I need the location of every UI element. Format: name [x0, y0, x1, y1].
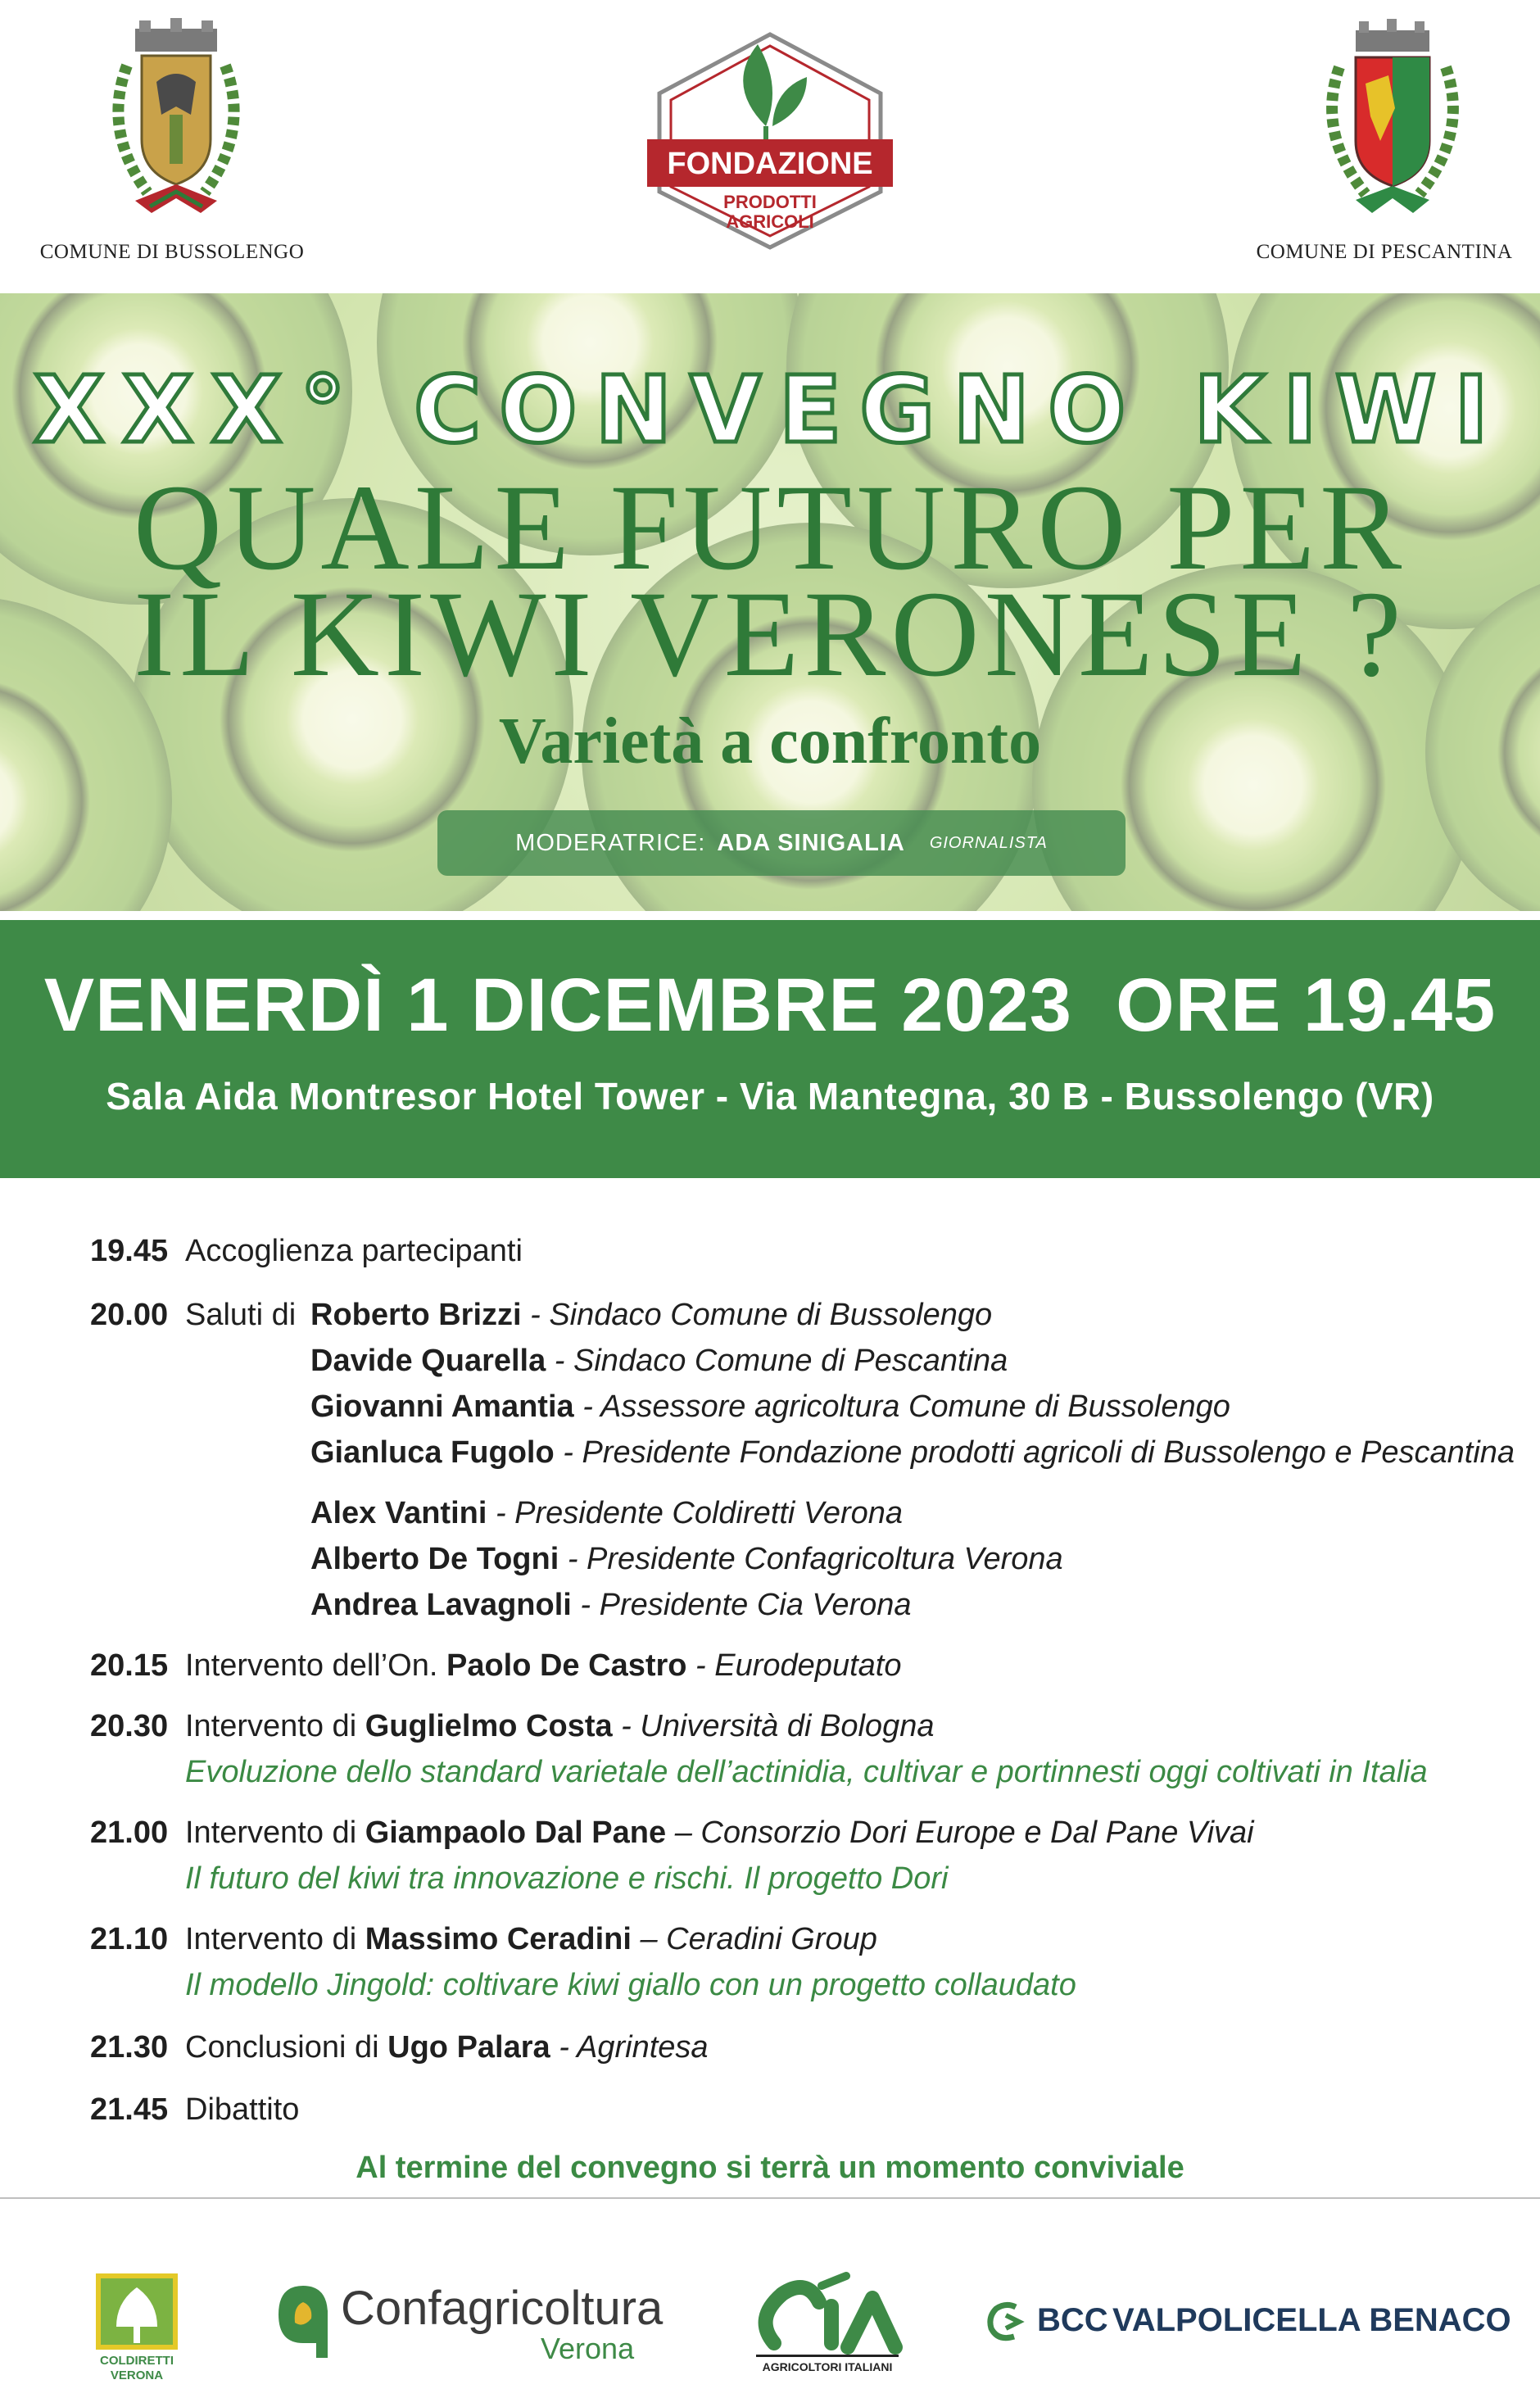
coldiretti-line1: COLDIRETTI — [100, 2354, 174, 2368]
agenda-prefix: Conclusioni di — [185, 2030, 388, 2065]
speaker-role: - Agrintesa — [550, 2030, 709, 2065]
cia-logo-icon — [750, 2269, 905, 2376]
bcc-logo — [983, 2294, 1511, 2351]
confagricoltura-name: Confagricoltura — [341, 2282, 664, 2335]
speaker-name: Massimo Ceradini — [365, 1922, 632, 1956]
speaker-role: - Eurodeputato — [686, 1648, 902, 1683]
speaker-row — [310, 1435, 1515, 1471]
cia-tagline: AGRICOLTORI ITALIANI — [762, 2360, 893, 2373]
fondazione-logo-icon — [643, 28, 897, 253]
agenda-2145: Dibattito — [185, 2092, 300, 2127]
time-2110: 21.10 — [90, 1922, 169, 1956]
talk-topic: Evoluzione dello standard varietale dell’actinidia, cultivar e portinnesti oggi coltivati in Italia — [185, 1755, 1428, 1789]
kiwi-banner — [0, 293, 1540, 911]
speaker-name: Gianluca Fugolo — [310, 1435, 555, 1470]
speaker-role: - Sindaco Comune di Pescantina — [546, 1344, 1008, 1378]
talk-topic: Il modello Jingold: coltivare kiwi giallo con un progetto collaudato — [185, 1968, 1076, 2002]
agenda-2130 — [185, 2030, 709, 2065]
event-venue: Sala Aida Montresor Hotel Tower - Via Mantegna, 30 B - Bussolengo (VR) — [106, 1075, 1434, 1117]
speaker-name: Guglielmo Costa — [365, 1709, 613, 1743]
speaker-role: – Ceradini Group — [631, 1922, 877, 1956]
event-date: VENERDÌ 1 DICEMBRE 2023 ORE 19.45 — [43, 963, 1497, 1047]
agenda-prefix: Intervento dell’On. — [185, 1648, 446, 1683]
time-2100: 21.00 — [90, 1815, 169, 1850]
time-2145: 21.45 — [90, 2092, 169, 2127]
speaker-role: – Consorzio Dori Europe e Dal Pane Vivai — [666, 1815, 1254, 1850]
speaker-role: - Presidente Confagricoltura Verona — [559, 1542, 1063, 1576]
bcc-name: VALPOLICELLA BENACO — [1112, 2302, 1511, 2338]
speaker-name: Giampaolo Dal Pane — [365, 1815, 667, 1850]
question-line-2: IL KIWI VERONESE ? — [134, 566, 1406, 702]
time-2000: 20.00 — [90, 1298, 169, 1332]
speaker-row — [310, 1298, 992, 1333]
fondazione-line1: PRODOTTI — [723, 192, 817, 212]
agenda-2015 — [185, 1648, 901, 1684]
agenda-2110 — [185, 1922, 877, 1957]
speaker-row — [310, 1542, 1063, 1577]
moderator-role: GIORNALISTA — [929, 833, 1048, 852]
bussolengo-caption: COMUNE DI BUSSOLENGO — [39, 241, 305, 263]
speaker-role: - Università di Bologna — [612, 1709, 935, 1743]
speaker-role: - Presidente Coldiretti Verona — [487, 1496, 904, 1530]
agenda-prefix: Intervento di — [185, 1922, 365, 1956]
agenda-prefix: Intervento di — [185, 1709, 365, 1743]
saluti-label: Saluti di — [185, 1298, 297, 1332]
speaker-role: - Presidente Fondazione prodotti agricoli di Bussolengo e Pescantina — [554, 1435, 1515, 1470]
fondazione-line2: AGRICOLI — [726, 211, 814, 232]
bcc-mark-icon — [983, 2299, 1029, 2345]
fondazione-word: FONDAZIONE — [667, 147, 873, 181]
pescantina-crest-icon — [1298, 18, 1487, 238]
speaker-name: Andrea Lavagnoli — [310, 1588, 572, 1622]
agenda-1945: Accoglienza partecipanti — [185, 1234, 523, 1268]
speaker-name: Giovanni Amantia — [310, 1389, 574, 1424]
speaker-name: Roberto Brizzi — [310, 1298, 522, 1332]
agenda-2030 — [185, 1709, 934, 1744]
time-2130: 21.30 — [90, 2030, 169, 2065]
bussolengo-crest — [78, 16, 274, 238]
moderator-pill — [437, 810, 1126, 876]
coldiretti-logo — [92, 2269, 182, 2384]
speaker-row — [310, 1588, 912, 1623]
speaker-name: Alberto De Togni — [310, 1542, 559, 1576]
speaker-role: - Assessore agricoltura Comune di Bussolengo — [573, 1389, 1230, 1424]
closing-note: Al termine del convegno si terrà un momento conviviale — [356, 2151, 1184, 2185]
cia-logo — [750, 2269, 905, 2376]
agenda-2100 — [185, 1815, 1254, 1851]
speaker-name: Davide Quarella — [310, 1344, 546, 1378]
bussolengo-crest-icon — [78, 16, 274, 238]
pescantina-caption: COMUNE DI PESCANTINA — [1256, 241, 1513, 263]
divider — [0, 2197, 1540, 2199]
speaker-name: Paolo De Castro — [446, 1648, 687, 1683]
speaker-name: Alex Vantini — [310, 1496, 487, 1530]
time-1945: 19.45 — [90, 1234, 169, 1268]
speaker-row — [310, 1496, 903, 1531]
speaker-row — [310, 1389, 1230, 1425]
speaker-role: - Presidente Cia Verona — [571, 1588, 912, 1622]
bcc-label: BCC — [1037, 2302, 1108, 2338]
subtitle: Varietà a confronto — [498, 705, 1042, 777]
talk-topic: Il futuro del kiwi tra innovazione e rischi. Il progetto Dori — [185, 1861, 949, 1896]
fondazione-logo — [643, 28, 897, 253]
convegno-title: XXX° CONVEGNO KIWI — [34, 357, 1506, 464]
confagricoltura-mark-icon — [270, 2278, 336, 2359]
event-band — [0, 920, 1540, 1178]
speaker-name: Ugo Palara — [387, 2030, 550, 2065]
coldiretti-line2: VERONA — [110, 2368, 164, 2382]
pescantina-crest — [1298, 18, 1487, 238]
speaker-role: - Sindaco Comune di Bussolengo — [521, 1298, 993, 1332]
confagricoltura-logo — [270, 2278, 664, 2368]
confagricoltura-city: Verona — [541, 2332, 635, 2365]
moderator-name: ADA SINIGALIA — [717, 829, 905, 856]
time-2030: 20.30 — [90, 1709, 169, 1743]
agenda-prefix: Intervento di — [185, 1815, 365, 1850]
moderator-label: MODERATRICE: — [515, 829, 706, 856]
coldiretti-logo-icon — [92, 2269, 182, 2384]
time-2015: 20.15 — [90, 1648, 169, 1683]
speaker-row — [310, 1344, 1008, 1379]
question-line-1: QUALE FUTURO PER — [133, 460, 1407, 596]
